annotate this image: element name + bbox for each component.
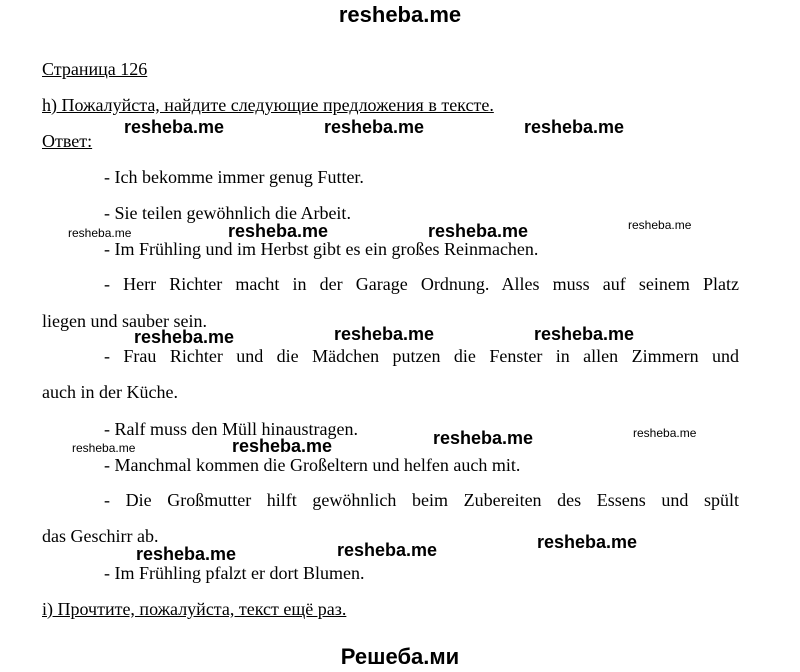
site-footer: Решеба.ми: [340, 644, 460, 669]
page-label: Страница 126: [42, 59, 148, 79]
watermark: resheba.me: [324, 117, 425, 137]
watermark: resheba.me: [136, 544, 237, 564]
answer-sentence-continuation: auch in der Küche.: [42, 382, 178, 402]
answer-sentence: - Manchmal kommen die Großeltern und helfen auch mit.: [104, 455, 521, 475]
task-i-heading: i) Прочтите, пожалуйста, текст ещё раз.: [42, 599, 347, 619]
watermark: resheba.me: [134, 327, 235, 347]
watermark: resheba.me: [124, 117, 225, 137]
answer-sentence-continuation: liegen und sauber sein.: [42, 311, 207, 331]
watermark: resheba.me: [534, 324, 635, 344]
watermark: resheba.me: [228, 221, 329, 241]
watermark: resheba.me: [72, 441, 136, 455]
answer-sentence: - Die Großmutter hilft gewöhnlich beim Zubereiten des Essens und spült: [104, 490, 739, 510]
watermark: resheba.me: [628, 218, 692, 232]
task-h-heading: h) Пожалуйста, найдите следующие предложения в тексте.: [42, 95, 494, 115]
watermark: resheba.me: [232, 436, 333, 456]
answer-sentence: - Ich bekomme immer genug Futter.: [104, 167, 364, 187]
watermark: resheba.me: [633, 426, 697, 440]
answer-sentence: - Herr Richter macht in der Garage Ordnung. Alles muss auf seinem Platz: [104, 274, 739, 294]
watermark: resheba.me: [524, 117, 625, 137]
answer-sentence: - Frau Richter und die Mädchen putzen die Fenster in allen Zimmern und: [104, 346, 739, 366]
answer-sentence: - Im Frühling und im Herbst gibt es ein großes Reinmachen.: [104, 239, 539, 259]
site-header: resheba.me: [338, 2, 462, 27]
answer-sentence-continuation: das Geschirr ab.: [42, 526, 159, 546]
watermark: resheba.me: [334, 324, 435, 344]
answer-sentence: - Im Frühling pfalzt er dort Blumen.: [104, 563, 365, 583]
answer-sentence: - Sie teilen gewöhnlich die Arbeit.: [104, 203, 351, 223]
watermark: resheba.me: [68, 226, 132, 240]
answer-label: Ответ:: [42, 131, 93, 151]
watermark: resheba.me: [433, 428, 534, 448]
watermark: resheba.me: [428, 221, 529, 241]
watermark: resheba.me: [337, 540, 438, 560]
watermark: resheba.me: [537, 532, 638, 552]
answer-sentence: - Ralf muss den Müll hinaustragen.: [104, 419, 358, 439]
